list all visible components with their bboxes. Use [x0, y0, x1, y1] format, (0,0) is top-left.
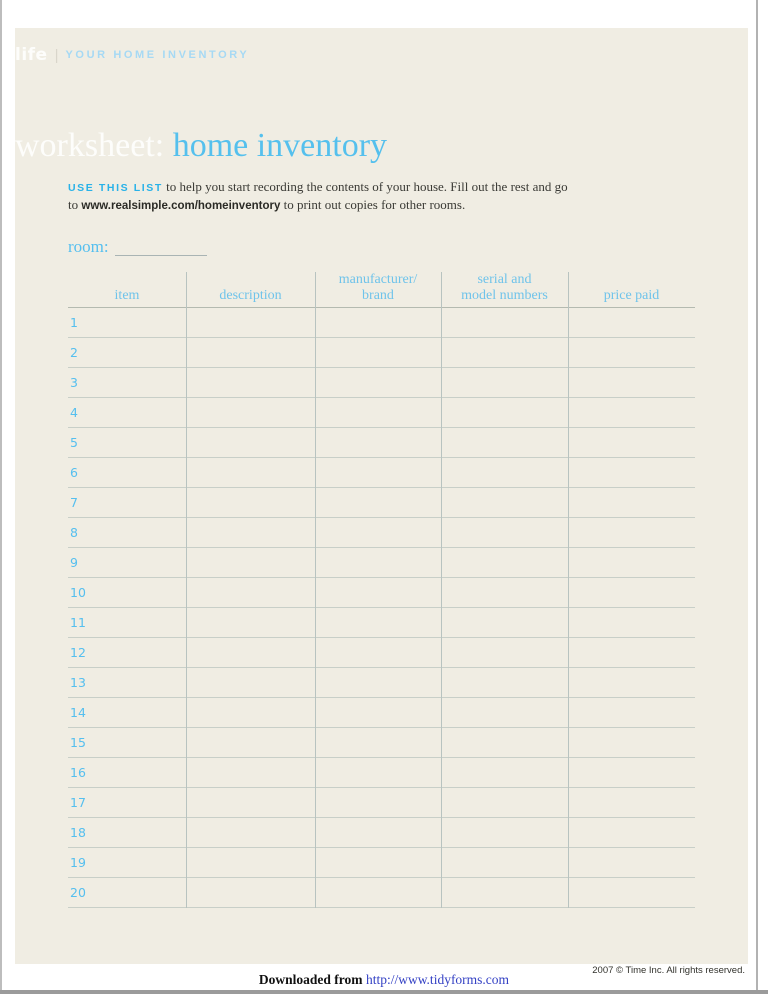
table-row [68, 368, 695, 398]
life-logo: life [15, 45, 48, 65]
column-divider [186, 272, 187, 908]
row-number: 19 [70, 855, 86, 870]
realsimple-url: www.realsimple.com/homeinventory [81, 199, 281, 212]
table-row [68, 728, 695, 758]
copyright-notice: 2007 © Time Inc. All rights reserved. [592, 965, 745, 976]
row-number: 18 [70, 825, 86, 840]
title-highlight: home inventory [172, 127, 388, 164]
page-title [15, 126, 387, 166]
download-attribution [0, 972, 768, 988]
table-row [68, 788, 695, 818]
table-row [68, 758, 695, 788]
column-header-line: item [114, 287, 140, 303]
room-blank-line [115, 239, 207, 256]
column-header-item [68, 268, 186, 307]
intro-text [68, 179, 568, 214]
intro-line-1 [68, 179, 568, 197]
table-row [68, 308, 695, 338]
table-row [68, 638, 695, 668]
column-header-serial-model [441, 268, 568, 307]
table-row [68, 458, 695, 488]
table-row [68, 548, 695, 578]
column-header-line: description [219, 287, 282, 303]
column-header-line: price paid [603, 287, 660, 303]
page-left-border [0, 0, 2, 994]
row-number: 17 [70, 795, 86, 810]
column-divider [568, 272, 569, 908]
row-number: 11 [70, 615, 86, 630]
row-number: 9 [70, 555, 78, 570]
row-number: 7 [70, 495, 78, 510]
table-header-row [68, 268, 695, 308]
table-row [68, 698, 695, 728]
column-divider [441, 272, 442, 908]
masthead-divider: | [54, 46, 59, 64]
page-bottom-border [0, 990, 768, 994]
table-row [68, 818, 695, 848]
row-number: 14 [70, 705, 86, 720]
page-right-border [756, 0, 758, 994]
worksheet-page [15, 28, 748, 964]
table-row [68, 518, 695, 548]
row-number: 10 [70, 585, 86, 600]
column-header-manufacturer-brand [315, 268, 441, 307]
column-header-description [186, 268, 315, 307]
inventory-table [68, 268, 695, 908]
column-divider [315, 272, 316, 908]
masthead [15, 45, 249, 65]
row-number: 2 [70, 345, 78, 360]
table-row [68, 668, 695, 698]
table-row [68, 848, 695, 878]
table-row [68, 428, 695, 458]
room-field-row [68, 237, 207, 256]
row-number: 8 [70, 525, 78, 540]
row-number: 5 [70, 435, 78, 450]
table-row [68, 488, 695, 518]
intro-line2-rest: to print out copies for other rooms. [280, 196, 466, 212]
room-label: room: [68, 237, 109, 256]
tidyforms-link[interactable]: http://www.tidyforms.com [365, 972, 510, 987]
column-header-line: brand [362, 287, 394, 303]
row-number: 20 [70, 885, 86, 900]
masthead-tagline: YOUR HOME INVENTORY [65, 49, 250, 61]
row-number: 15 [70, 735, 86, 750]
row-number: 16 [70, 765, 86, 780]
row-number: 12 [70, 645, 86, 660]
table-row [68, 608, 695, 638]
row-number: 4 [70, 405, 78, 420]
title-prefix: worksheet: [15, 127, 173, 164]
row-number: 6 [70, 465, 78, 480]
intro-line1-rest: to help you start recording the contents of your house. Fill out the rest and go [162, 179, 568, 194]
row-number: 3 [70, 375, 78, 390]
table-row [68, 398, 695, 428]
table-row [68, 578, 695, 608]
column-header-line: model numbers [461, 287, 548, 303]
column-header-price-paid [568, 268, 695, 307]
column-header-line: serial and [477, 272, 532, 287]
column-header-line: manufacturer/ [338, 272, 418, 287]
download-label: Downloaded from [258, 972, 366, 987]
table-row [68, 338, 695, 368]
intro-line-2 [68, 197, 568, 215]
table-row [68, 878, 695, 908]
intro-line2-pre: to [68, 196, 82, 212]
intro-lead: USE THIS LIST [68, 182, 163, 194]
row-number: 13 [70, 675, 86, 690]
row-number: 1 [70, 315, 78, 330]
